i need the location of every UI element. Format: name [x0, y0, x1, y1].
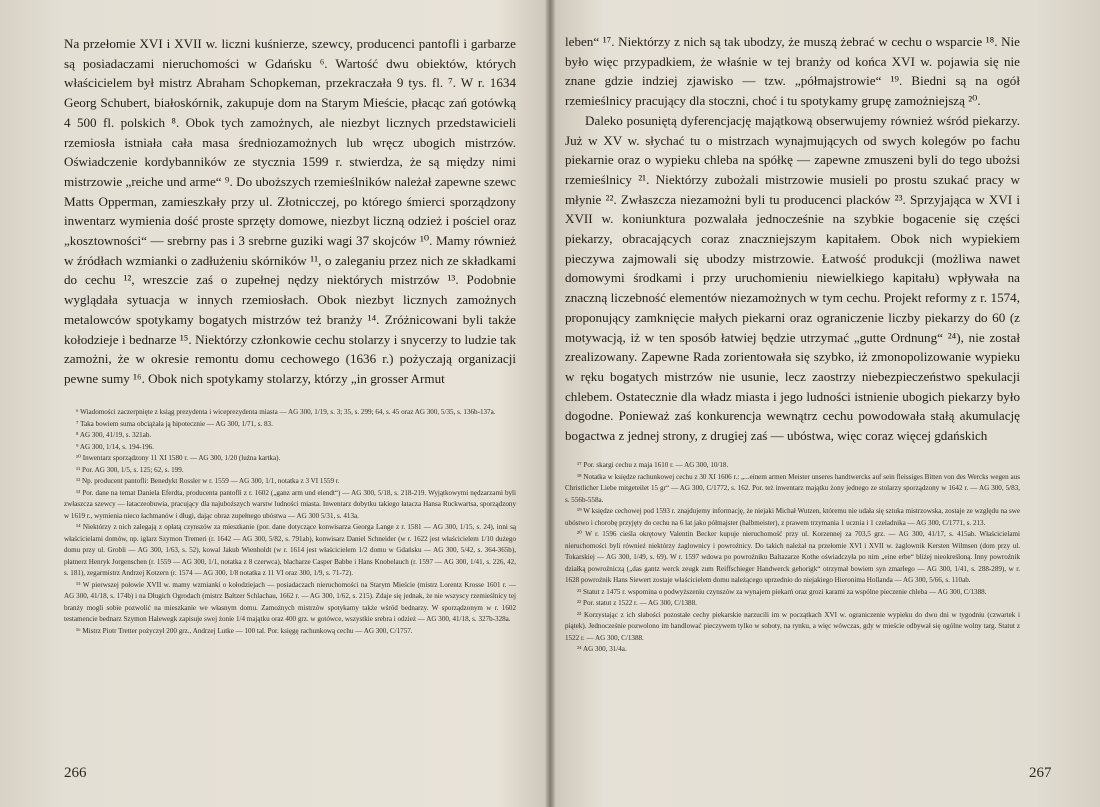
footnote-20: ²⁰ W r. 1596 cieśla okrętowy Valentin Becker kupuje nieruchomość przy ul. Korzennej za 703,5 grz. — AG 300, 41/17, s. 415ab. Właścicielami nieruchomości byli również niektórzy żaglownicy i powroźnicy. Do takich należał na przełomie XVI i XVII w. żaglownik Kersten Wilmsen (dom przy ul. Tokarskiej — AG 300, 1/49, s. 69). W r. 1597 wdowa po powroźniku Baltazarze Kothe oświadczyła po nim „eine erbe“ bliżej nieokreśloną. Inny powroźnik działką powroźniczą („das gantz werck zeugk zum Reiffschieger Handwerck gehorigk“ otrzymał bowiem syn zmarłego — AG 300, 1/41, s. 288-289), w r. 1628 powroźnik Hans Siewert zostaje właścicielem domu należącego uprzednio do niejakiego Hieronima Hollanda — AG 300, 5/66, s. 110ab.: [565, 530, 1020, 584]
footnote-21: ²¹ Statut z 1475 r. wspomina o podwyższeniu czynszów za wynajem piekarń oraz grozi karami za wspólne pieczenie chleba — AG 300, C/1388.: [577, 587, 987, 596]
footnote-6: ⁶ Wiadomości zaczerpnięte z ksiąg prezydenta i wiceprezydenta miasta — AG 300, 1/19, s. 3; 35, s. 299; 64, s. 45 oraz AG 300, 5/35, s. 136b-137a.: [76, 408, 496, 416]
footnote-8: ⁸ AG 300, 41/19, s. 321ab.: [76, 431, 152, 439]
left-footnotes: [64, 407, 516, 637]
footnote-13: ¹³ Por. dane na temat Daniela Eferdta, producenta pantofli z r. 1602 („ganz arm und elendt“) — AG 300, 5/18, s. 218-219. Wyjątkowymi nędzarzami byli zwłaszcza szewcy — łataczeobuwia, pracujący dla najuboższych warstw ludności miasta. Inwentarz dobytku takiego łatacza Hansa Ruckwartsa, sporządzony w 1619 r., wymienia nieco łachmanów i długi, dając obraz zupełnego ubóstwa — AG 300 5/31, s. 413a.: [64, 488, 516, 520]
left-body-paragraph: Na przełomie XVI i XVII w. liczni kuśnierze, szewcy, producenci pantofli i garbarze są posiadaczami nieruchomości w Gdańsku ⁶. Wartość dwu obiektów, których właścicielem był mistrz Abraham Schopkeman, przekraczała 9 tys. fl. ⁷. W r. 1634 Georg Schubert, białoskórnik, zakupuje dom na Starym Mieście, płacąc zań gotówką 4 500 fl. polskich ⁸. Obok tych zamożnych, ale niezbyt licznych przedstawicieli rzemiosła istniała cała masa średniozamożnych lub wręcz ubogich mistrzów. Oświadczenie kordybanników ze stycznia 1599 r. stwierdza, że są między nimi mistrzowie „reiche und arme“ ⁹. Do uboższych rzemieślników należał zapewne szewc Matts Opperman, zamieszkały przy ul. Złotnicczej, po którego śmierci sporządzony inwentarz wymienia dość proste sprzęty domowe, niezbyt liczną odzież i pościel oraz „kosztowności“ — srebrny pas i 3 srebrne guziki wagi 37 skojców ¹⁰. Mamy również w źródłach wzmianki o zadłużeniu skórników ¹¹, o zaleganiu przez nich ze składkami do cechu ¹², wreszcie zaś o zupełnej nędzy niektórych mistrzów ¹³. Podobnie wyglądała sytuacja w innych rzemiosłach. Obok niezbyt licznych zamożnych metalowców spotykamy bogatych mistrzów też branży ¹⁴. Zróżnicowani byli także kołodzieje i bednarze ¹⁵. Niektórzy członkowie cechu stolarzy i snycerzy to ludzie tak zamożni, że w okresie remontu domu cechowego (1636 r.) pożyczają organizacji pewne sumy ¹⁶. Obok nich spotykamy stolarzy, którzy „in grosser Armut: [64, 36, 516, 386]
left-page-number: 266: [64, 765, 87, 781]
footnote-24: ²⁴ AG 300, 31/4a.: [577, 645, 627, 653]
footnote-22: ²² Por. statut z 1522 r. — AG 300, C/1388.: [577, 599, 697, 607]
footnote-18: ¹⁸ Notatka w księdze rachunkowej cechu z 30 XI 1606 r.: „...einem armen Meister unseres handtwercks auf sein fleissiges Bitten von des Wercks wegen aus Christlicher Liebe mitgeteilet 15 gr“ — AG 300, C/1772, s. 162. Por. też inwentarz majątku żony jednego ze stolarzy sporządzony w 1642 r. — AG 300, 5/83, s. 556b-558a.: [565, 472, 1020, 504]
footnote-9: ⁹ AG 300, 1/14, s. 194-196.: [76, 442, 154, 451]
footnote-10: ¹⁰ Inwentarz sporządzony 11 XI 1580 r. — AG 300, 1/20 (luźna kartka).: [76, 454, 281, 462]
footnote-11: ¹¹ Por. AG 300, 1/5, s. 125; 62, s. 199.: [76, 465, 184, 474]
right-page: [551, 0, 1100, 807]
right-page-number: 267: [1029, 765, 1052, 781]
right-page-body: [565, 32, 1020, 446]
footnote-12: ¹² Np. producent pantofli: Benedykt Rossler w r. 1559 — AG 300, 1/1, notatka z 3 VI 1559 r.: [76, 477, 340, 485]
footnote-17: ¹⁷ Por. skargi cechu z maja 1610 r. — AG 300, 10/18.: [577, 461, 729, 469]
footnote-15: ¹⁵ W pierwszej połowie XVII w. mamy wzmianki o kołodziejach — posiadaczach nieruchomości na Starym Mieście (mistrz Lorentz Krosse 1601 r. — AG 300, 41/18, s. 174b) i na Długich Ogrodach (mistrz Baltzer Schlachau, 1662 r. — AG 300, 1/62, s. 215). Zdaje się jednak, że nie wszyscy rzemieślnicy tej branży mogli sobie pozwolić na mieszkanie we własnym domu. Zamożnych mistrzów spotykamy także wśród bednarzy. W sporządzonym w r. 1602 testamencie bednarz Szymon Halewegk zapisuje swej żonie 1/4 majątku oraz 400 grz. w gotówce, wszystkie srebra i odzież — AG 300, 41/18, s. 327b-328a.: [64, 580, 516, 623]
footnote-16: ¹⁶ Mistrz Piotr Tretter pożyczył 200 grz., Andrzej Lutke — 100 tal. Por. księgę rachunkową cechu — AG 300, C/1757.: [76, 626, 413, 635]
footnote-14: ¹⁴ Niektórzy z nich zalegają z opłatą czynszów za mieszkanie (por. dane dotyczące konwisarza Georga Lange z r. 1581 — AG 300, 1/15, s. 24), inni są właścicielami domów, np. iglarz Szymon Tremeri (r. 1642 — AG 300, 5/82, s. 791ab), konwisarz Daniel Schneider (w r. 1622 jest właścicielem 1/10 dużego domu przy ul. Grobli — AG 300, 1/63, s. 52), kowal Jakub Wienholdt (w r. 1614 jest właścicielem 1/2 domu w Gdańsku — AG 300, 5/42, s. 364-365b), płatnerz Henryk Jorgenschen (r. 1559 — AG 300, 1/1, notatka z 8 czerwca), blacharze Casper Babbe i Hans Knobelauch (r. 1597 — AG 300, 1/41, s. 226, 42, s. 181), zegarmistrz Andrzej Kotzern (r. 1574 — AG 300, 1/8 notatka z 11 VI oraz 300, 1/9, s. 71-72).: [64, 523, 516, 577]
footnote-23: ²³ Korzystając z ich słabości pozostałe cechy piekarskie narzucili im w początkach XVI w. ograniczenie wypieku do dwu dni w tygodniu (czwartek i piątek). Jednocześnie pozwolono im handlować pieczywem tylko w soboty, na rynku, a więc wówczas, gdy w mieście odbywał się ogólne wolny targ. Statut z 1522 r. — AG 300, C/1388.: [565, 610, 1020, 642]
right-footnotes: [565, 460, 1020, 656]
footnote-7: ⁷ Taka bowiem suma obciążała ją hipotecznie — AG 300, 1/71, s. 83.: [76, 419, 273, 428]
right-body-paragraph-1: leben“ ¹⁷. Niektórzy z nich są tak ubodzy, że muszą żebrać w cechu o wsparcie ¹⁸. Nie było więc przypadkiem, że właśnie w tej branży od końca XVI w. pojawia się nie znane gdzie indziej zjawisko — tzw. „półmajstrowie“ ¹⁹. Biedni są na ogół rzemieślnicy pracujący dla stoczni, choć i tu spotykamy grupę zamożniejszą ²⁰.: [565, 34, 1020, 109]
left-page-body: [64, 34, 516, 389]
right-body-paragraph-2: Daleko posuniętą dyferencjację majątkową obserwujemy również wśród piekarzy. Już w XV w. słychać tu o mistrzach wynajmujących od swych kolegów po fachu piekarnie oraz o wypieku chleba na spółkę — zapewne zmuszeni byli do tego ubożsi rzemieślnicy ²¹. Niektórzy zubożali mistrzowie musieli po prostu szukać pracy w młynie ²². Zwłaszcza niezamożni byli tu producenci placków ²³. Sprzyjająca w XVI i XVII w. koniunktura pozwalała jednocześnie na szybkie bogacenie się części piekarzy, obracających coraz znaczniejszym kapitałem. Obok nich wypiekiem pieczywa zajmowali się ubodzy mistrzowie. Łatwość produkcji (możliwa nawet domowymi środkami i przy uruchomieniu niewielkiego kapitału) wpływała na znaczną liczebność elementów niezamożnych w tym cechu. Projekt reformy z r. 1574, proponujący zamknięcie małych piekarni oraz ograniczenie liczby piekarzy do 60 (z motywacją, iż w ten sposób łatwiej będzie utrzymać „gutte Ordnung“ ²⁴), nie został zrealizowany. Zapewne Rada zorientowała się szybko, iż zmonopolizowanie wypieku w ręku bogatych mistrzów nie usunie, lecz zaostrzy niebezpieczeństwo spekulacji chlebem. Ostatecznie dla władz miasta i jego ludności istnienie ubogich piekarzy było dogodne. Ponieważ zaś konkurencja wewnątrz cechu powodowała stałą akumulację bogactwa z jednej strony, z drugiej zaś — ubóstwa, więc coraz więcej gdańskich: [565, 112, 1020, 444]
footnote-19: ¹⁹ W księdze cechowej pod 1593 r. znajdujemy informację, że niejaki Michał Wutzen, któremu nie udała się sztuka mistrzowska, zostaje ze względu na swe ubóstwo i chorobę przyjęty do cechu na 6 lat jako półmajster (halbmeister), z prawem trzymania 1 ucznia i 1 czeladnika — AG 300, C/1771, s. 213.: [565, 507, 1020, 527]
